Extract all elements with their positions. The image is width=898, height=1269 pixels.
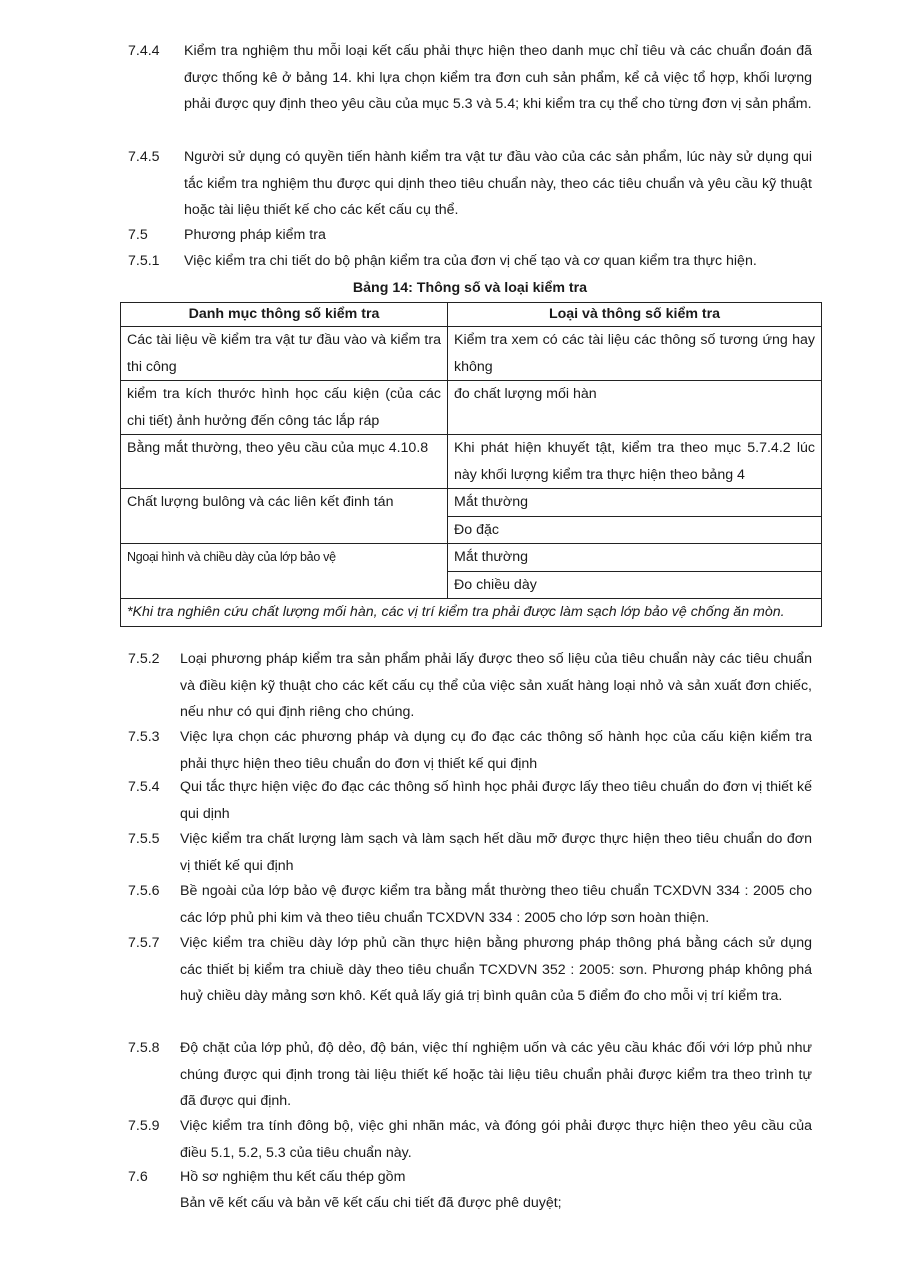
section-text: Bề ngoài của lớp bảo vệ được kiểm tra bằng mắt thường theo tiêu chuẩn TCXDVN 334 : 2005 cho các lớp phủ phi kim và theo tiêu chuẩn TCXDVN 334 : 2005 cho lớp sơn hoàn thiện. [180,883,812,926]
table-note: *Khi tra nghiên cứu chất lượng mối hàn, các vị trí kiểm tra phải được làm sạch lớp bảo vệ chống ăn mòn. [121,599,822,627]
section-7-4-5 [128,144,812,224]
table-cell: Đo chiều dày [448,571,822,599]
section-7-5-2 [128,646,812,726]
table-cell: Đo đặc [448,516,822,544]
table-cell: Chất lượng bulông và các liên kết đinh tán [121,489,448,544]
section-number: 7.5.6 [128,883,160,899]
section-text: Kiểm tra nghiệm thu mỗi loại kết cấu phải thực hiện theo danh mục chỉ tiêu và các chuẩn đoán đã được thống kê ở bảng 14. khi lựa chọn kiểm tra đơn cuh sản phẩm, kể cả việc tổ hợp, khối lượng phải được quy định theo yêu cầu của mục 5.3 và 5.4; khi kiểm tra cụ thể cho từng đơn vị sản phẩm. [184,43,812,112]
section-number: 7.4.5 [128,149,160,165]
section-number: 7.4.4 [128,43,160,59]
section-7-5-6 [128,878,812,931]
table-row [121,489,822,517]
table-cell: Kiểm tra xem có các tài liệu các thông số tương ứng hay không [448,327,822,381]
table-cell: Mắt thường [448,489,822,517]
section-text: Việc lựa chọn các phương pháp và dụng cụ đo đạc các thông số hành học của cấu kiện kiểm tra phải thực hiện theo tiêu chuẩn do đơn vị thiết kế qui định [180,729,812,772]
table-caption: Bảng 14: Thông số và loại kiểm tra [352,280,588,296]
table-row [121,381,822,435]
section-7-6 [128,1164,812,1191]
table-cell: Các tài liệu về kiểm tra vật tư đầu vào và kiểm tra thi công [121,327,448,381]
section-number: 7.5.2 [128,651,160,667]
section-7-5-8 [128,1035,812,1115]
section-text: Người sử dụng có quyền tiến hành kiểm tra vật tư đầu vào của các sản phẩm, lúc này sử dụng qui tắc kiểm tra nghiệm thu được qui dịnh theo tiêu chuẩn này, theo các tiêu chuẩn và yêu cầu kỹ thuật hoặc tài liệu thiết kế cho các kết cấu cụ thể. [184,149,812,218]
table-header-cell: Loại và thông số kiểm tra [448,303,822,327]
section-number: 7.5.1 [128,253,160,269]
table-cell: Bằng mắt thường, theo yêu cầu của mục 4.10.8 [121,435,448,489]
inspection-table [120,302,822,627]
section-text: Việc kiểm tra chi tiết do bộ phận kiểm tra của đơn vị chế tạo và cơ quan kiểm tra thực hiện. [184,253,757,269]
section-text: Loại phương pháp kiểm tra sản phẩm phải lấy được theo số liệu của tiêu chuẩn này các tiêu chuẩn và điều kiện kỹ thuật cho các kết cấu cụ thể của việc sản xuất hàng loại nhỏ và sản xuất đơn chiếc, nếu như có qui định riêng cho chúng. [180,651,812,720]
table-row [121,544,822,572]
section-number: 7.5.7 [128,935,160,951]
table-cell: đo chất lượng mối hàn [448,381,822,435]
table-cell: Khi phát hiện khuyết tật, kiểm tra theo mục 5.7.4.2 lúc này khối lượng kiểm tra thực hiện theo bảng 4 [448,435,822,489]
list-item-drawings [128,1190,812,1217]
section-7-5-3 [128,724,812,777]
table-header-cell: Danh mục thông số kiểm tra [121,303,448,327]
section-text: Việc kiểm tra chất lượng làm sạch và làm sạch hết dầu mỡ được thực hiện theo tiêu chuẩn do đơn vị thiết kế qui định [180,831,812,874]
section-7-5-4 [128,774,812,827]
section-text: Độ chặt của lớp phủ, độ dẻo, độ bán, việc thí nghiệm uốn và các yêu cầu khác đối với lớp phủ như chúng được qui định trong tài liệu thiết kế hoặc tài liệu tiêu chuẩn phải được kiểm tra theo trình tự đã được qui định. [180,1040,812,1109]
table-row [121,435,822,489]
section-7-5-7 [128,930,812,1036]
section-7-5-1 [128,248,812,275]
section-number: 7.5.5 [128,831,160,847]
section-text: Bản vẽ kết cấu và bản vẽ kết cấu chi tiết đã được phê duyệt; [180,1195,562,1211]
section-text: Phương pháp kiểm tra [184,227,326,243]
section-number: 7.5.4 [128,779,160,795]
table-cell: kiểm tra kích thước hình học cấu kiện (của các chi tiết) ảnh hưởng đến công tác lắp ráp [121,381,448,435]
table-cell: Ngoại hình và chiều dày của lớp bảo vệ [121,544,448,599]
section-text: Qui tắc thực hiện việc đo đạc các thông số hình học phải được lấy theo tiêu chuẩn do đơn vị thiết kế qui dịnh [180,779,812,822]
section-number: 7.5 [128,227,148,243]
table-header-row [121,303,822,327]
section-number: 7.6 [128,1169,148,1185]
section-text: Hồ sơ nghiệm thu kết cấu thép gồm [180,1169,406,1185]
table-note-row [121,599,822,627]
section-7-5 [128,222,812,249]
section-text: Việc kiểm tra tính đông bộ, việc ghi nhãn mác, và đóng gói phải được thực hiện theo yêu cầu của điều 5.1, 5.2, 5.3 của tiêu chuẩn này. [180,1118,812,1161]
table-row [121,327,822,381]
section-7-4-4 [128,38,812,144]
section-7-5-5 [128,826,812,879]
section-7-5-9 [128,1113,812,1166]
section-text: Việc kiểm tra chiều dày lớp phủ cần thực hiện bằng phương pháp thông phá bằng cách sử dụng các thiết bị kiểm tra chiuề dày theo tiêu chuẩn TCXDVN 352 : 2005: sơn. Phương pháp không phá huỷ chiều dày mảng sơn khô. Kết quả lấy giá trị bình quân của 5 điểm đo cho mỗi vị trí kiểm tra. [180,935,812,1004]
section-number: 7.5.3 [128,729,160,745]
section-number: 7.5.9 [128,1118,160,1134]
section-number: 7.5.8 [128,1040,160,1056]
table-cell: Mắt thường [448,544,822,572]
